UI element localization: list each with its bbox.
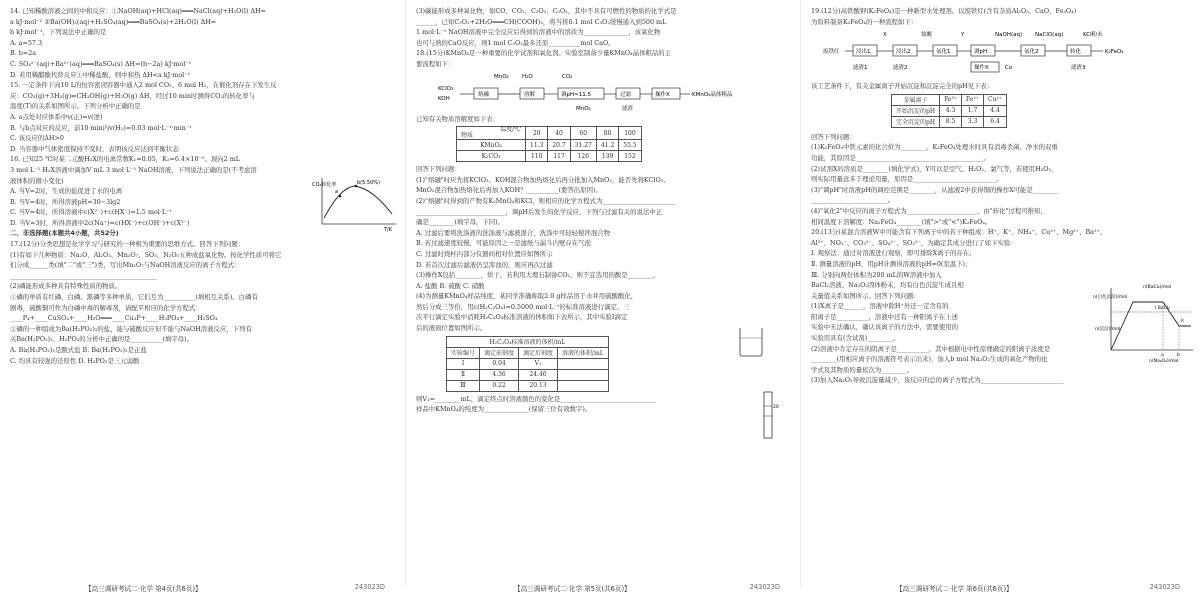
text-line: b kJ·mol⁻¹，下列说法中正确的是: [10, 28, 107, 37]
cell: 139: [596, 151, 618, 162]
text-line: B. b=2a: [10, 49, 37, 58]
text-line: ____________________________，调pH后发生的化学反应，下列与过滤有关的说法中正: [416, 207, 663, 216]
table-row: [457, 140, 642, 151]
temp-header: 80: [596, 127, 618, 140]
text-line: 然后分成三等份，用c(H₂C₂O₄)=0.5000 mol·L⁻¹的标准溶液进行滴定。三: [416, 302, 630, 311]
page-6-text-top: [811, 6, 1190, 27]
flow-naoh: NaOH(aq): [995, 32, 1023, 39]
flow-oxidize-1: 氧化1: [936, 49, 951, 56]
table-row: [892, 105, 1007, 116]
text-line: (1)"熔融"时应先将KClO₃、KOH混合物加热熔化后再分批加入MnO₂，能否先将KClO₃、: [416, 175, 670, 184]
text-line: C. 均具有较强的还原性 D. H₃PO₂是三元弱酸: [10, 356, 140, 365]
flow-hcl: 盐酸: [921, 32, 933, 39]
graph-series-2: II: [1181, 319, 1184, 324]
cell: Ⅲ: [447, 380, 480, 391]
cell: Ⅰ: [447, 358, 480, 369]
page-5: [405, 0, 800, 593]
text-line: 回答下列问题：: [416, 165, 461, 174]
text-line: 实验用具有(含试剂)________。: [811, 334, 900, 343]
flow-oxidize-2: 氧化2: [1024, 49, 1039, 56]
chart-y-label: CO₂转化率: [312, 182, 337, 188]
text-line: 温度(T)的关系如图所示。下列分析中正确的是: [10, 102, 141, 111]
text-line: 该工艺条件下，有关金属离子开始沉淀和沉淀完全的pH见下表：: [811, 82, 994, 91]
chart-point-a: a: [335, 189, 339, 195]
temp-header: 20: [526, 127, 548, 140]
text-line: ①磷的单质有红磷、白磷、黑磷等多种单质，它们互为__________(填相互关系)。白磷有: [10, 293, 258, 302]
flow-residue-1: 滤渣1: [853, 65, 868, 72]
k2feo4-flow-diagram: [821, 27, 1200, 81]
flow-residue-2: 滤渣2: [893, 65, 908, 72]
flow-adjust-ph: 调pH≈11.5: [561, 91, 591, 98]
cell: 31.27: [570, 140, 596, 151]
text-line: ____P₄+____CuSO₄+____H₂O═══____Cu₃P+____H₃PO₄+____H₂SO₄: [10, 314, 218, 323]
corner-bottom: 物质: [461, 132, 474, 140]
flow-mno2-out: MnO₂: [576, 105, 591, 112]
text-line: D. 若首次过滤后滤液仍呈浑浊的，则应再次过滤: [416, 260, 553, 269]
text-line: 剧毒，硫酸铜可作为白磷中毒的解毒剂，请配平相应的化学方程式：: [10, 303, 202, 312]
temp-header: 60: [570, 127, 596, 140]
beaker-figure: [736, 324, 766, 358]
footer-code: 243023D: [749, 583, 780, 591]
flow-dissolve: 溶解: [524, 91, 536, 98]
text-line: 相同温度下溶解度：Na₂FeO₄________(填">"或"<")K₂FeO₄。: [811, 217, 992, 226]
text-line: (3)操作X包括________，烘干，若利用大理石制备CO₂，则不宜选用的酸是________。: [416, 271, 660, 280]
table-row: [892, 116, 1007, 127]
text-line: ②磷的一种组成为Ba(H₂PO₂)₂的盐，能与硫酸反应但不能与NaOH溶液反应，下列有: [10, 324, 252, 333]
flow-operation-x: 操作X: [655, 91, 670, 98]
temp-header: 40: [548, 127, 570, 140]
flow-final: K₂FeO₄: [1105, 49, 1124, 56]
column-header: Fe²⁺: [962, 94, 984, 105]
text-line: 19.(12分)高铁酸钾(K₂FeO₄)是一种新型水处理剂。以废铁红(含有杂质Al₂O₃、CaO、Fe₃O₄): [811, 7, 1077, 15]
flow-reagent-y: Y: [961, 32, 965, 39]
cell: [558, 369, 609, 380]
cell: 20.13: [519, 380, 558, 391]
column-header: 滴定前刻度: [480, 347, 519, 358]
text-line: 3 mol·L⁻¹ H₂X溶液中滴加V mL 3 mol·L⁻¹ NaOH溶液，下列说法正确的是(不考虑溶: [10, 165, 257, 174]
text-line: (1)有如下几种物质：Na₂O、Al₂O₃、Mn₂O₇、SO₃、N₂O₅五种成盐氧化物。按化学性质可将它: [10, 250, 282, 259]
cell: 8.5: [940, 116, 962, 127]
graph-left-label: n(白色沉淀)/mol: [1093, 295, 1128, 300]
text-line: (3)碳能形成多种氧化物，如CO、CO₂、C₃O₂、C₅O₂，其中不具有可燃性的物质的化学式是: [416, 7, 677, 15]
column-header: 实验编号: [447, 347, 480, 358]
text-line: 20.(13分)某混合溶液W中可能含有下列离子中的若干种组成：H⁺、K⁺、NH₄⁺、Cu²⁺、Mg²⁺、Ba²⁺、: [811, 228, 1107, 237]
cell: V₁: [519, 358, 558, 369]
flow-kcl: KCl粉末: [1083, 32, 1103, 39]
graph-series-1: I BaCl₂: [1155, 306, 1170, 311]
footer-code: 243023D: [1149, 583, 1180, 591]
text-line: 回答下列问题：: [811, 132, 856, 141]
column-header: 滴定后刻度: [519, 347, 558, 358]
text-line: C. 该反应的ΔH>0: [10, 134, 64, 143]
text-line: Ⅰ. 观察法：通过对溶液进行观察，即可排除X离子的存在；: [811, 249, 976, 258]
solubility-table: [456, 126, 642, 162]
text-line: (2)溶液中肯定存在的阴离子是__________，其中根据电中性原理确定的阳离子浓度是: [811, 344, 1051, 353]
text-line: (4)为测量KMnO₄样品纯度，某同学准确称取2.0 g样品溶于水并用硫酸酸化，: [416, 292, 638, 301]
text-line: (3)"调pH"时溶液pH的调控范围是________，从滤液2中获得铜的操作X可能是________: [811, 185, 1059, 194]
ion-ph-table: [891, 94, 1007, 128]
flow-filter: 过滤: [620, 91, 632, 98]
text-line: A. Ba(H₂PO₂)₂是酸式盐 B. Ba(H₂PO₂)₂是正盐: [10, 346, 147, 354]
text-line: B. 与b点对应的反应，前10 min内v(H₂)=0.03 mol·L⁻¹·min⁻¹: [10, 123, 192, 132]
text-line: 则实际用量远多于理论用量，原因是__________________________。: [811, 175, 1003, 184]
text-line: 16. 已知25 ℃时某二元酸H₂X的电离常数K₁=0.05，K₂=6.4×10⁻⁵。现向2 mL: [10, 155, 241, 164]
flow-raw: 废铁红: [823, 49, 840, 56]
cell: 152: [619, 151, 641, 162]
corner-top: 温度/℃: [500, 126, 521, 134]
chart-point-b: b(5.50%): [357, 180, 380, 186]
column-header: 金属离子: [892, 94, 940, 105]
text-line: (1)K₂FeO₄中铁元素的化合价为________，K₂FeO₄处理水时具有消毒杀菌、净水的双重: [811, 143, 1058, 152]
cell: 110: [526, 151, 548, 162]
footer-title: 【高三调研考试二·化学 第6页(共6页)】: [896, 585, 1013, 593]
text-line: A. a=57.3: [10, 38, 43, 47]
flow-koh: KOH: [438, 95, 450, 102]
flow-mno2-in: MnO₂: [494, 73, 509, 80]
text-line: 功能，其原因是________________________________________。: [811, 153, 990, 162]
footer-title: 【高三调研考试二·化学 第4页(共6页)】: [85, 585, 202, 593]
flow-co2: CO₂: [562, 73, 573, 80]
column-header: 溶液的体积/mL: [558, 347, 609, 358]
row-name: K₂CO₃: [457, 151, 526, 162]
table-row: [447, 358, 609, 369]
text-line: (3)加入Na₂O₂导致沉淀量减少，该反应的总的离子方程式为__________________________: [811, 376, 1064, 385]
text-line: ________(用相应离子的溶液符号表示出来)，加入b mol Na₂O₂生成的氧化产物的化: [811, 355, 1048, 364]
page-5-text-end: [416, 394, 790, 415]
text-line: 要流程如下：: [416, 59, 455, 68]
cell: 3.3: [962, 116, 984, 127]
text-line: Ⅱ. 测量溶液的pH，用pH计测得溶液的pH=0(室温下)；: [811, 259, 972, 268]
text-line: D. 当容器中气体密度保持不变时，表明该反应达到平衡状态: [10, 144, 179, 153]
cell: 4.36: [480, 369, 519, 380]
cell: 20.7: [548, 140, 570, 151]
text-line: 14. 已知稀酸溶液之间的中和反应：①NaOH(aq)+HCl(aq)═══NaCl(aq)+H₂O(l) ΔH=: [10, 7, 267, 15]
cell: 55.5: [619, 140, 641, 151]
text-line: 实验中无法确认，确认该离子的方法中，需要使用的: [811, 323, 958, 332]
text-line: A. 当V=2时，生成的盐促进了水的电离: [10, 187, 123, 196]
text-line: (2)试剂X的溶质是________(填化学式)，Y可以是空气、H₂O₂、氯气等，若使用H₂O₂，: [811, 164, 1058, 173]
text-line: 应：CO₂(g)+3H₂(g)⇌CH₃OH(g)+H₂O(g) ΔH，经过10 min时测得CO₂的转化率与: [10, 91, 255, 100]
text-line: (2)"熔融"时得到的产物有K₂MnO₄和KCl，则相应的化学方程式为_______________________: [416, 196, 676, 205]
page-5-text-mid: [416, 114, 790, 125]
temp-header: 100: [619, 127, 641, 140]
flow-convert: 转化: [1070, 49, 1082, 56]
flow-reagent-x: X: [883, 32, 887, 39]
text-line: 也可与熟的CaO反应，则1 mol C₃O₂最多还原__________mol CaO。: [416, 38, 615, 47]
text-line: (2)磷能形成多种具有特殊性质的物质。: [10, 282, 122, 291]
text-line: ______________________________________________: [10, 271, 157, 280]
graph-y-label: n(沉淀)/mol: [1095, 327, 1121, 332]
text-line: 17.(12分)分类思想是化学学习与研究的一种极为重要的思维方式。回答下列问题：: [10, 240, 245, 249]
cell: 0.22: [480, 380, 519, 391]
flow-leach-1: 浸出1: [856, 49, 871, 56]
text-line: D. 当V=3时，所得溶液中2c(Na⁺)=c(HX⁻)+c(OH⁻)+c(X²⁻): [10, 218, 190, 227]
cell: 11.3: [526, 140, 548, 151]
flow-ph: 调pH: [974, 49, 988, 56]
graph-tick-a: a: [1161, 353, 1164, 358]
text-line: B. 若过滤速度较慢，可能原因之一是滤纸与漏斗内壁存在气泡: [416, 239, 591, 248]
text-line: D. 若用稀醋酸代替反应①中稀盐酸，则中和热 ΔH<a kJ·mol⁻¹: [10, 70, 191, 79]
text-line: 则V₁=________mL，滴定终点时溶液颜色的变化是______________________________: [416, 394, 657, 403]
page-5-text-top: [416, 6, 790, 70]
cell: 4.3: [940, 105, 962, 116]
flow-h2o: H₂O: [522, 73, 533, 80]
text-line: B. 当V=4时，所得溶液pH=30−3lg2: [10, 197, 121, 206]
cell: 6.4: [984, 116, 1007, 127]
text-line: A. 盐酸 B. 硫酸 C. 硝酸: [416, 281, 485, 290]
column-header: Cu²⁺: [984, 94, 1007, 105]
text-line: ________________________。: [811, 196, 895, 205]
flow-kclo3: KClO₃: [438, 85, 454, 92]
text-line: MnO₂混合物加热熔化后再加入KOH？__________(要答出原因)。: [416, 186, 602, 195]
cell: 117: [548, 151, 570, 162]
text-line: 确是________(填字母，下同)。: [416, 218, 505, 227]
text-line: C. 过滤时烧杯内部分仪器间相对位置应如图所示: [416, 249, 553, 258]
text-line: 后的液面位置如图所示。: [416, 324, 487, 333]
text-line: 为原料制备K₂FeO₄的一种流程如下：: [811, 17, 918, 26]
text-line: 1 mol·L⁻¹ NaOH溶液中完全反应后得到的溶液中的溶质为______________，该氧化物: [416, 28, 661, 37]
text-line: a kJ·mol⁻¹ ②Ba(OH)₂(aq)+H₂SO₄(aq)═══BaSO₄(s)+2H₂O(l) ΔH=: [10, 17, 217, 26]
text-line: BaCl₂溶液、Na₂O₂固体粉末，均有白色沉淀生成且相: [811, 281, 964, 290]
titration-table: [446, 336, 609, 392]
text-line: 已知有关物质溶解度如下表：: [416, 114, 500, 123]
page-6: [800, 0, 1200, 593]
burette-label: 20: [773, 405, 779, 410]
cell: 4.4: [984, 105, 1007, 116]
flow-melt: 熔融: [478, 91, 490, 98]
flow-naclo: NaClO(aq): [1035, 32, 1064, 39]
cell: 1.7: [962, 105, 984, 116]
text-line: (4)"氧化2"中反应的离子方程式为______________________，由"转化"过程可推知，: [811, 206, 1047, 215]
co2-conversion-chart: [310, 174, 400, 232]
footer-code: 243023D: [354, 583, 385, 591]
text-line: 次平行滴定实验中消耗H₂C₂O₄标准溶液的体积如下表所示，其中实验Ⅰ滴定: [416, 313, 628, 322]
graph-tick-b: b: [1177, 353, 1180, 358]
table-row: [447, 369, 609, 380]
flow-op-x: 操作X: [974, 65, 989, 72]
page-5-text-bottom: [416, 164, 790, 334]
flow-co: Co: [1005, 65, 1013, 72]
flow-residue: 滤渣: [622, 105, 634, 112]
text-line: C. 当V=4时，所得溶液中c(X²⁻)+c(HX⁻)=1.5 mol·L⁻¹: [10, 208, 173, 217]
text-line: 学式及其物质的量依次为________。: [811, 365, 914, 374]
flow-residue-3: 滤渣3: [1071, 65, 1086, 72]
text-line: (1)X离子是______，溶液中除H⁺外还一定含有的: [811, 302, 949, 311]
titration-title: H₂C₂O₄标准溶液的体积/mL: [447, 336, 609, 347]
flow-leach-2: 浸出2: [896, 49, 911, 56]
text-line: 们分成______类(填"二"或"三")类，写出Mn₂O₇与NaOH溶液反应的离子方程式：: [10, 261, 241, 270]
text-line: 关量值关系如图所示。回答下列问题：: [811, 291, 920, 300]
table-row: [447, 380, 609, 391]
cell: 0.04: [480, 358, 519, 369]
page-4: [0, 0, 405, 593]
cell: 完全沉淀的pH: [892, 116, 940, 127]
kmno4-flow-diagram: [436, 70, 806, 114]
text-line: 二、非选择题(本题共4小题，共52分): [10, 229, 119, 238]
text-line: Al³⁺、NO₃⁻、CO₃²⁻、SO₄²⁻、SO₃²⁻，为确定其成分进行了如下实验：: [811, 238, 1017, 247]
cell: 24.46: [519, 369, 558, 380]
cell: 41.2: [596, 140, 618, 151]
text-line: 18.(15分)KMnO₄是一种重要的化学试剂和氧化剂。实验室制备少量KMnO₄晶体粗品的主: [416, 49, 672, 58]
column-header: Fe³⁺: [940, 94, 962, 105]
cell: 开始沉淀的pH: [892, 105, 940, 116]
row-name: KMnO₄: [457, 140, 526, 151]
text-line: 15. 一定条件下向10 L的恒容密闭容器中通入2 mol CO₂、6 mol H₂，在催化剂存在下发生反: [10, 81, 277, 90]
text-line: 样品中KMnO₄的纯度为______________(保留三位有效数字)。: [416, 405, 592, 414]
cell: [558, 358, 609, 369]
footer-title: 【高三调研考试二·化学 第5页(共6页)】: [514, 585, 631, 593]
text-line: A. 过滤后要将洗涤液的洗涤液与滤液混合，洗涤中可轻轻搅拌混合物: [416, 228, 611, 237]
text-line: ______，已知C₃O₂+2H₂O═══CH(COOH)₂，将当将0.1 mol C₃O₂缓慢通入到500 mL: [416, 17, 667, 26]
precipitate-graph: [1093, 282, 1197, 362]
burette-figure: [758, 390, 780, 442]
text-line: 液体积的微小变化): [10, 176, 64, 185]
chart-x-label: T/K: [384, 227, 393, 232]
flow-product: KMnO₄晶体粗品: [692, 91, 733, 98]
text-line: 关Ba(H₂PO₂)₂、H₃PO₂的分析中正确的是__________(填字母)。: [10, 335, 193, 344]
text-line: A. a点处对应体系中v(正)=v(逆): [10, 112, 103, 121]
cell: [558, 380, 609, 391]
cell: Ⅱ: [447, 369, 480, 380]
text-line: Ⅲ. 分别向两份体积为200 mL的W溶液中加入: [811, 270, 942, 279]
table-row: [457, 151, 642, 162]
text-line: C. SO₄²⁻(aq)+Ba²⁺(aq)═══BaSO₄(s) ΔH=(b−2a) kJ·mol⁻¹: [10, 59, 192, 68]
cell: 126: [570, 151, 596, 162]
graph-top-label: n(BaCl₂)/mol: [1143, 285, 1172, 290]
graph-x-label: n(Na₂O₂)/mol: [1149, 359, 1179, 362]
text-line: 阳离子是__________，溶液中还有一种阳离子在上述: [811, 312, 958, 321]
